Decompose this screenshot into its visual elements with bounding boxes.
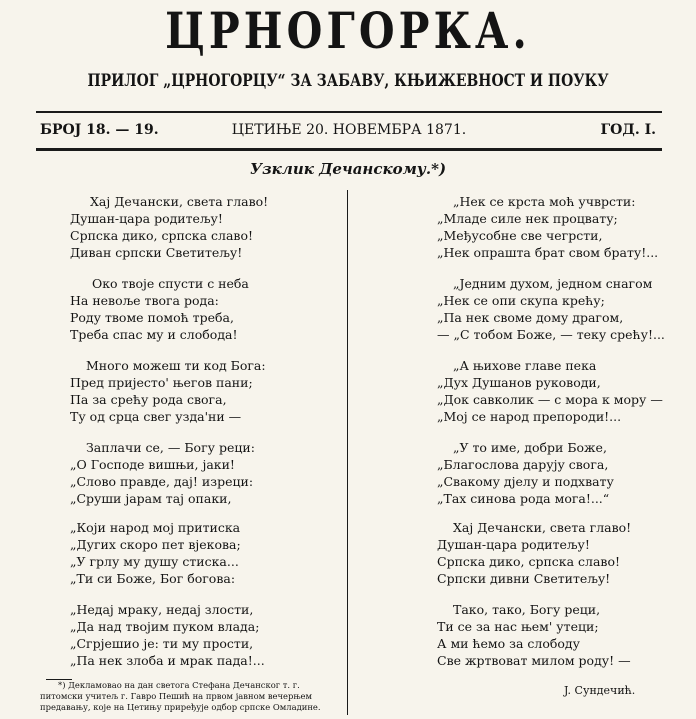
verse-line: Хај Дечански, света главо!: [90, 194, 269, 209]
footnote-line: предавању, које на Цетињу приређује одбор српске Омладине.: [40, 702, 321, 712]
footnote: [40, 680, 338, 713]
verse-line: Роду твоме помоћ треба,: [70, 310, 234, 325]
verse-line: Хај Дечански, света главо!: [453, 520, 632, 535]
verse-line: Српска дико, српска славо!: [437, 554, 621, 569]
verse-line: Око твоје спусти с неба: [92, 276, 249, 291]
left-stanza-5: [70, 519, 350, 587]
masthead-subtitle: ПРИЛОГ „ЦРНОГОРЦУ“ ЗА ЗАБАВУ, КЊИЖЕВНОСТ И ПОУКУ: [87, 71, 609, 91]
verse-line: „А њихове главе пека: [453, 358, 597, 373]
verse-line: А ми ћемо за слободу: [437, 636, 580, 651]
newspaper-masthead-title: ЦРНОГОРКА.: [165, 1, 531, 60]
verse-line: „Свакому дјелу и подхвату: [437, 474, 614, 489]
verse-line: Па за срећу рода свога,: [70, 392, 227, 407]
verse-line: На невоље твога рода:: [70, 293, 219, 308]
left-stanza-2: [70, 275, 350, 343]
verse-line: „Благослова дарују свога,: [437, 457, 609, 472]
verse-line: Заплачи се, — Богу реци:: [86, 440, 255, 455]
verse-line: Ту од срца свег узда'ни —: [70, 409, 242, 424]
footnote-line: *) Декламовао на дан светога Стефана Дечанског т. г.: [58, 680, 300, 690]
verse-line: Тако, тако, Богу реци,: [453, 602, 601, 617]
right-stanza-6: [437, 601, 696, 669]
issue-bar: [36, 118, 662, 142]
right-stanza-1: [437, 193, 696, 261]
top-rule: [36, 111, 662, 113]
verse-line: Диван српски Светитељу!: [70, 245, 243, 260]
verse-line: „Дугих скоро пет вјекова;: [70, 537, 241, 552]
verse-line: „Па нек своме дому драгом,: [437, 310, 624, 325]
verse-line: „Нек се опи скупа крећу;: [437, 293, 605, 308]
verse-line: Душан-цара родитељу!: [437, 537, 590, 552]
verse-line: „Да над твојим пуком влада;: [70, 619, 260, 634]
verse-line: „Дух Душанов руководи,: [437, 375, 601, 390]
verse-line: „О Господе вишњи, јаки!: [70, 457, 235, 472]
verse-line: „Који народ мој притиска: [70, 520, 241, 535]
verse-line: „Ти си Боже, Бог богова:: [70, 571, 236, 586]
verse-line: „Међусобне све чегрсти,: [437, 228, 603, 243]
verse-line: „Нек опрашта брат свом брату!...: [437, 245, 659, 260]
verse-line: Ти се за нас њем' утеци;: [437, 619, 599, 634]
verse-line: Српска дико, српска славо!: [70, 228, 254, 243]
left-stanza-1: [70, 193, 350, 261]
footnote-line: питомски учитељ г. Гавро Пешић на првом јавном вечерњем: [40, 691, 313, 701]
right-stanza-4: [437, 439, 696, 507]
verse-line: „У то име, добри Боже,: [453, 440, 607, 455]
left-stanza-6: [70, 601, 350, 669]
verse-line: „Мој се народ препороди!...: [437, 409, 622, 424]
verse-line: Српски дивни Светитељу!: [437, 571, 611, 586]
left-stanza-3: [70, 357, 350, 425]
right-stanza-2: [437, 275, 696, 343]
poem-title: Узклик Дечанскому.*): [249, 160, 447, 178]
right-stanza-5: [437, 519, 696, 587]
verse-line: „Сгрјешио је: ти му прости,: [70, 636, 254, 651]
issue-number: БРОЈ 18. — 19.: [40, 122, 159, 138]
author-signature: J. Сундечић.: [564, 684, 636, 697]
verse-line: Треба спас му и слобода!: [70, 327, 238, 342]
verse-line: Душан-цара родитељу!: [70, 211, 223, 226]
verse-line: Пред пријесто' његов пани;: [70, 375, 253, 390]
verse-line: „Тах синова рода мога!...“: [437, 491, 610, 506]
verse-line: „У грлу му душу стиска...: [70, 554, 239, 569]
left-stanza-4: [70, 439, 350, 507]
issue-year: ГОД. I.: [600, 122, 656, 138]
verse-line: „Док савколик — с мора к мору —: [437, 392, 663, 407]
right-stanza-3: [437, 357, 696, 425]
bottom-rule: [36, 148, 662, 151]
verse-line: „Нек се крста моћ учврсти:: [453, 194, 636, 209]
verse-line: Много можеш ти код Бога:: [86, 358, 266, 373]
verse-line: „Па нек злоба и мрак пада!...: [70, 653, 265, 668]
verse-line: „Сруши јарам тај опаки,: [70, 491, 232, 506]
verse-line: „Једним духом, једном снагом: [453, 276, 653, 291]
verse-line: „Младе силе нек процвату;: [437, 211, 618, 226]
verse-line: „Недај мраку, недај злости,: [70, 602, 254, 617]
verse-line: — „С тобом Боже, — теку срећу!...: [437, 327, 665, 342]
verse-line: „Слово правде, дај! изреци:: [70, 474, 254, 489]
verse-line: Све жртвоват милом роду! —: [437, 653, 631, 668]
issue-place-date: ЦЕТИЊЕ 20. НОВЕМБРА 1871.: [231, 122, 467, 138]
